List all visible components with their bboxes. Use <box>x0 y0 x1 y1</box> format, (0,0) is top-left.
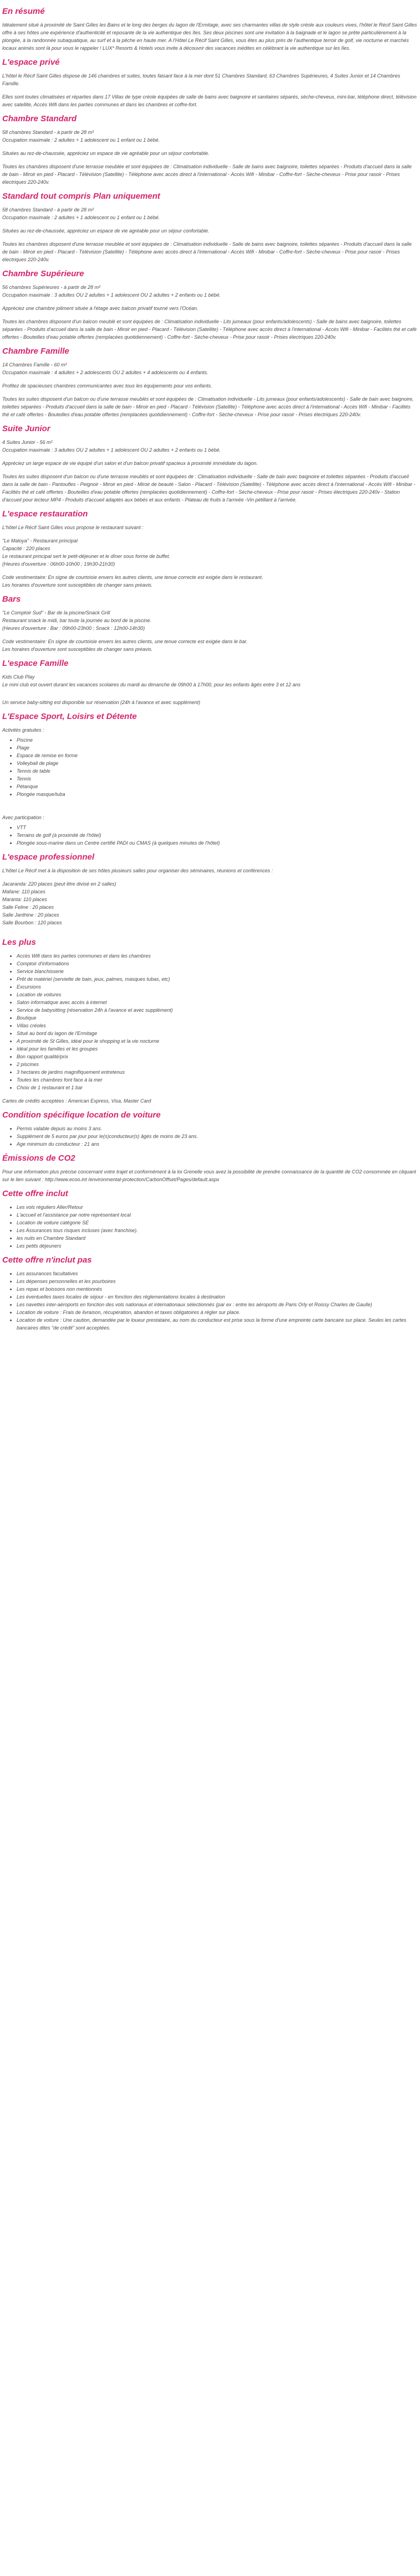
sport-title: L'Espace Sport, Loisirs et Détente <box>2 712 137 721</box>
location-item: • Permis valable depuis au moins 3 ans. <box>17 1125 418 1132</box>
standard-vue-occupancy: Occupation maximale : 2 adultes + 1 adolescent ou 1 enfant ou 1 bébé. <box>2 215 160 220</box>
plus-item: • Situé au bord du lagon de l'Ermitage <box>17 1030 418 1037</box>
restauration-intro: L'hôtel Le Récif Saint Gilles vous propose le restaurant suivant : <box>2 525 144 530</box>
ninclut-title: Cette offre n'inclut pas <box>2 1255 92 1265</box>
plus-item: • Accès Wifi dans les parties communes et dans les chambres <box>17 952 418 960</box>
suite-junior-size: 4 Suites Junior - 56 m² <box>2 439 53 445</box>
resume-title: En résumé <box>2 7 45 16</box>
meeting-room-item: Salle Bourbon : 120 places <box>2 920 62 925</box>
espace-prive-p1: L'hôtel le Récif Saint Gilles dispose de 146 chambres et suites, toutes faisant face à la mer dont 51 Chambres Standard, 63 Chambres Supérieures, 4 Suites Junior et 14 Chambres Famille. <box>2 73 401 86</box>
ninclut-list <box>2 1270 418 1332</box>
free-activities-list <box>2 736 418 798</box>
pro-intro: L'hôtel Le Récif met à la disposition de ses hôtes plusieurs salles pour organiser des séminaires, réunions et conférences : <box>2 868 273 873</box>
credit-cards: Cartes de crédits acceptées : American Express, Visa, Master Card <box>2 1098 151 1104</box>
restauration-notes <box>2 573 418 589</box>
kids-club-description: Le mini club est ouvert durant les vacances scolaires du mardi au dimanche de 09h00 à 17h00, pour les enfants âgés entre 3 et 12 ans <box>2 682 301 687</box>
plus-item: • 3 hectares de jardins magnifiquement entretenus <box>17 1068 418 1076</box>
suite-junior-p2: Toutes les suites disposent d'un balcon ou d'une terrasse meublés et sont équipées de : Climatisation individuelle - Salle de bain avec baignoire et toilettes séparées - Produits d'accueil dans la salle de bain - Pantoufles - Peignoir - Miroir en pied - Miroir de beauté - Salon - Placard - Télévision (Satellite) - Téléphone avec accès direct à l'international - Accès Wifi - Minibar - Facilités thé et café offertes - Bouteilles d'eau potable offertes (remplacées quotidiennement) - Coffre-fort - Sèche-cheveux - Prise pour rasoir - Prises électriques 220-240v - Station d'accueil pour lecteur MP4 - Produits d'accueil adaptés aux bébés et aux enfants - Plateau de fruits à l'arrivée -Vin pétillant à l'arrivée. <box>2 474 416 503</box>
plus-item: • Salon informatique avec accès à internet <box>17 999 418 1006</box>
plus-item: • 2 piscines <box>17 1061 418 1068</box>
chambre-superieure-p2: Toutes les chambres disposent d'un balcon meublé et sont équipées de : Climatisation individuelle - Lits jumeaux (pour enfants/adolescents) - Salle de bains avec baignoire, toilettes séparées - Produits d'accueil dans la salle de bain - Miroir en pied - Placard - Télévision (Satellite) - Téléphone avec accès direct à l'international - Accès Wifi - Minibar - Facilités thé et café offertes - Bouteilles d'eau potable offertes (remplacées quotidiennement) - Coffre-fort - Sèche-cheveux - Prise pour rasoir - Prises électriques 220-240v. <box>2 319 417 340</box>
inclut-item: • les nuits en Chambre Standard <box>17 1234 418 1242</box>
bar-name: "Le Comptoir Sud" - Bar de la piscine/Snack Grill <box>2 610 110 615</box>
chambre-standard-occupancy: Occupation maximale : 2 adultes + 1 adolescent ou 1 enfant ou 1 bébé. <box>2 137 160 143</box>
plus-item: • A proximité de St Gilles, idéal pour le shopping et la vie nocturne <box>17 1037 418 1045</box>
chambre-standard-size: 58 chambres Standard - à partir de 28 m² <box>2 130 94 135</box>
ninclut-item: • Les assurances facultatives <box>17 1270 418 1277</box>
ninclut-item: • Location de voiture : Frais de livraison, récupération, abandon et taxes obligatoires à régler sur place. <box>17 1308 418 1316</box>
bar-hours: (Heures d'ouverture : Bar : 09h00-23h00 ; Snack : 12h00-14h30) <box>2 625 145 631</box>
suite-junior-info <box>2 438 418 454</box>
chambre-standard-p2: Toutes les chambres disposent d'une terrasse meublée et sont équipées de : Climatisation individuelle - Salle de bains avec baignoire, toilettes séparées - Produits d'accueil dans la salle de bain - Miroir en pied - Placard - Télévision (Satellite) - Téléphone avec accès direct à l'international - Accès Wifi - Minibar - Coffre-fort - Sèche-cheveux - Prise pour rasoir - Prises électriques 220-240v. <box>2 164 412 185</box>
standard-vue-title: Standard tout compris Plan uniquement <box>2 192 161 201</box>
paid-activities-label: Avec participation : <box>2 815 44 820</box>
meeting-room-item: Jacaranda: 220 places (peut être divisé en 2 salles) <box>2 881 116 887</box>
restauration-title: L'espace restauration <box>2 509 88 519</box>
inclut-item: • Les Assurances tous risques incluses (avec franchise). <box>17 1227 418 1234</box>
chambre-standard-title: Chambre Standard <box>2 114 77 123</box>
bars-notes <box>2 638 418 653</box>
free-activity-item: • Tennis de table <box>17 767 418 775</box>
section-plus <box>2 938 418 1105</box>
section-restauration <box>2 509 418 589</box>
chambre-famille-occupancy: Occupation maximale : 4 adultes + 2 adolescents OU 2 adultes + 4 adolescents ou 4 enfants. <box>2 370 208 375</box>
section-location <box>2 1110 418 1148</box>
paid-activity-item: • Terrains de golf (à proximité de l'hôtel) <box>17 831 418 839</box>
inclut-item: • Location de voiture catégorie SE <box>17 1219 418 1227</box>
meeting-rooms-list <box>2 880 418 927</box>
chambre-famille-p1: Profitez de spacieuses chambres communicantes avec tous les équipements pour vos enfants. <box>2 383 212 389</box>
section-sport <box>2 712 418 847</box>
location-title: Condition spécifique location de voiture <box>2 1110 161 1120</box>
chambre-famille-title: Chambre Famille <box>2 346 69 356</box>
plus-list <box>2 952 418 1092</box>
bars-dress-code: Code vestimentaire: En signe de courtoisie envers les autres clients, une tenue correcte est exigée dans le bar. <box>2 639 248 644</box>
free-activity-item: • Plongée masque/tuba <box>17 790 418 798</box>
section-ninclut <box>2 1255 418 1332</box>
chambre-superieure-occupancy: Occupation maximale : 3 adultes OU 2 adultes + 1 adolescent OU 2 adultes + 2 enfants ou 1 bébé. <box>2 292 221 298</box>
co2-title: Émissions de CO2 <box>2 1153 75 1163</box>
section-resume <box>2 7 418 52</box>
section-suite-junior <box>2 424 418 504</box>
free-activity-item: • Espace de remise en forme <box>17 752 418 759</box>
inclut-title: Cette offre inclut <box>2 1189 68 1198</box>
paid-activities-list <box>2 824 418 847</box>
chambre-superieure-size: 56 chambres Supérieures - à partir de 28 m² <box>2 285 101 290</box>
suite-junior-p1: Appréciez un large espace de vie équipé d'un salon et d'un balcon privatif spacieux à proximité immédiate du lagon. <box>2 461 258 466</box>
free-activity-item: • Piscine <box>17 736 418 744</box>
suite-junior-title: Suite Junior <box>2 424 50 433</box>
inclut-item: • L'accueil et l'assistance par notre représentant local <box>17 1211 418 1219</box>
restaurant-name: "Le Maloya" - Restaurant principal <box>2 538 78 544</box>
chambre-famille-p2: Toutes les suites disposent d'un balcon ou d'une terrasse meublés et sont équipées de : Climatisation individuelle - Lits jumeaux (pour enfants/adolescents) - Salle de bain avec baignoire, toilettes séparées - Produits d'accueil dans la salle de bain - Miroir en pied - Placard - Télévision (Satellite) - Téléphone avec accès direct à l'international - Accès Wifi - Minibar - Facilités thé et café offertes - Bouteilles d'eau potable offertes (remplacées quotidiennement) - Coffre-fort - Sèche-cheveux - Prise pour rasoir - Prises électriques 220-240v. <box>2 396 414 417</box>
standard-vue-p2: Toutes les chambres disposent d'une terrasse meublée et sont équipées de : Climatisation individuelle - Salle de bains avec baignoire, toilettes séparées - Produits d'accueil dans la salle de bain - Miroir en pied - Placard - Télévision (Satellite) - Téléphone avec accès direct à l'international - Accès Wifi - Minibar - Coffre-fort - Sèche-cheveux - Prise pour rasoir - Prises électriques 220-240v. <box>2 241 412 262</box>
meeting-room-item: Mafane: 110 places <box>2 889 45 894</box>
ninclut-item: • Les repas et boissons non mentionnés <box>17 1285 418 1293</box>
restaurant-description: Le restaurant principal sert le petit-déjeuner et le dîner sous forme de buffet. <box>2 554 171 559</box>
location-item: • Age minimum du conducteur : 21 ans <box>17 1140 418 1148</box>
chambre-standard-info <box>2 128 418 144</box>
chambre-superieure-info <box>2 283 418 299</box>
famille-title: L'espace Famille <box>2 659 69 668</box>
plus-item: • Excursions <box>17 983 418 991</box>
free-activities-label: Activités gratuites : <box>2 727 44 733</box>
section-chambre-superieure <box>2 269 418 341</box>
chambre-famille-size: 14 Chambres Famille - 60 m² <box>2 362 67 368</box>
resume-text: Idéalement situé à proximité de Saint Gilles les Bains et le long des berges du lagon de l'Ermitage, avec ses charmantes villas de style créole aux couleurs vives, l'hôtel le Récif Saint Gilles offre à ses hôtes une expérience d'authenticité et reposante de la vie authentique des îles. Ses deux piscines sont une invitation à la baignade et le lagon se prête particulièrement à la plongée, à la randonnée subaquatique, au surf et à la pêche en haute mer. A l'Hôtel Le Récif Saint Gilles, vous êtes au plus près de l'authentique terroir de golf, vie nocturne et marchés locaux animés sont là pour vous le rappeler ! LUX* Resorts & Hotels vous invite à découvrir des vacances inédites en célébrant la vie authentique sur les îles. <box>2 22 417 51</box>
meeting-room-item: Salle Feline : 20 places <box>2 904 54 910</box>
inclut-item: • Les vols réguliers Aller/Retour <box>17 1203 418 1211</box>
bar-description: Restaurant snack le midi, bar toute la journée au bord de la piscine. <box>2 618 152 623</box>
inclut-item: • Les petits déjeuners <box>17 1242 418 1250</box>
restauration-dress-code: Code vestimentaire: En signe de courtoisie envers les autres clients, une tenue correcte est exigée dans le restaurant. <box>2 575 263 580</box>
free-activity-item: • Plage <box>17 744 418 752</box>
location-list <box>2 1125 418 1148</box>
kids-club <box>2 673 418 689</box>
free-activity-item: • Volleyball de plage <box>17 759 418 767</box>
plus-item: • Villas créoles <box>17 1022 418 1030</box>
restaurant-capacity: Capacité : 220 places <box>2 546 50 551</box>
section-chambre-standard <box>2 114 418 186</box>
section-pro <box>2 852 418 932</box>
section-standard-vue <box>2 192 418 263</box>
ninclut-item: • Location de voiture : Une caution, demandée par le loueur prestataire, au nom du conducteur est prise sous la forme d'une empreinte carte bancaire sur place. Seules les cartes bancaires dites "de crédit" sont acceptées. <box>17 1316 418 1332</box>
plus-item: • Boutique <box>17 1014 418 1022</box>
paid-activity-item: • VTT <box>17 824 418 831</box>
plus-item: • Prêt de matériel (serviette de bain, jeux, palmes, masques tubas, etc) <box>17 975 418 983</box>
plus-item: • Service blanchisserie <box>17 968 418 975</box>
chambre-superieure-p1: Appréciez une chambre joliment située à l'étage avec balcon privatif tourné vers l'Océan. <box>2 306 198 311</box>
restauration-hours-note: Les horaires d'ouverture sont susceptibles de changer sans préavis. <box>2 582 153 588</box>
chambre-famille-info <box>2 361 418 376</box>
plus-item: • Location de voitures <box>17 991 418 999</box>
ninclut-item: • Les éventuelles taxes locales de séjour - en fonction des réglementations locales à destination <box>17 1293 418 1301</box>
free-activity-item: • Tennis <box>17 775 418 783</box>
espace-prive-p2: Elles sont toutes climatisées et réparties dans 17 Villas de type créole équipées de salle de bains avec baignoire et sanitaires séparés, sèche-cheveux, mini-bar, téléphone direct, télévision avec satellite, Accès Wifi dans les parties communes et dans les chambres et coffre-fort. <box>2 94 417 107</box>
restaurant-hours: (Heures d'ouverture : 06h00-10h00 ; 19h30-21h30) <box>2 561 115 567</box>
paid-activity-item: • Plongée sous-marine dans un Centre certifié PADI ou CMAS (à quelques minutes de l'hôtel) <box>17 839 418 847</box>
ninclut-item: • Les navettes inter-aéroports en fonction des vols nationaux et internationaux sélectionnés (par ex : entre les aéroports de Paris Orly et Roissy Charles de Gaulle) <box>17 1301 418 1308</box>
standard-vue-size: 58 chambres Standard - à partir de 28 m² <box>2 207 94 213</box>
suite-junior-occupancy: Occupation maximale : 3 adultes OU 2 adultes + 1 adolescent OU 2 adultes + 2 enfants ou 1 bébé. <box>2 447 221 453</box>
plus-item: • Choix de 1 restaurant et 1 bar <box>17 1084 418 1092</box>
plus-item: • Bon rapport qualité/prix <box>17 1053 418 1061</box>
inclut-list <box>2 1203 418 1250</box>
plus-item: • Idéal pour les familles et les groupes <box>17 1045 418 1053</box>
co2-text: Pour une information plus précise concernant votre trajet et conformément à la loi Grenelle vous avez la possibilité de prendre connaissance de la quantité de CO2 consommée en cliquant sur le lien suivant : http://www.ecoo.int /environmental-protection/CarbonOffset/Pages/default.aspx <box>2 1169 416 1182</box>
meeting-room-item: Maranta: 110 places <box>2 897 47 902</box>
location-item: • Supplément de 5 euros par jour pour le(s)conducteur(s) âgés de moins de 23 ans. <box>17 1132 418 1140</box>
section-bars <box>2 594 418 653</box>
section-inclut <box>2 1189 418 1250</box>
ninclut-item: • Les dépenses personnelles et les pourboires <box>17 1277 418 1285</box>
kids-club-name: Kids Club Play <box>2 674 35 680</box>
plus-item: • Toutes les chambres font face à la mer <box>17 1076 418 1084</box>
bar-comptoir-sud <box>2 609 418 632</box>
section-co2 <box>2 1153 418 1183</box>
meeting-room-item: Salle Janthine : 20 places <box>2 912 59 918</box>
chambre-superieure-title: Chambre Supérieure <box>2 269 84 278</box>
bars-hours-note: Les horaires d'ouverture sont susceptibles de changer sans préavis. <box>2 646 153 652</box>
bars-title: Bars <box>2 594 21 604</box>
free-activity-item: • Pétanque <box>17 783 418 790</box>
chambre-standard-p1: Situées au rez-de-chaussée, appréciez un espace de vie agréable pour un séjour confortable. <box>2 151 209 156</box>
plus-item: • Service de babysitting (réservation 24h à l'avance et avec supplément) <box>17 1006 418 1014</box>
restaurant-maloya <box>2 537 418 568</box>
plus-item: • Comptoir d'informations <box>17 960 418 968</box>
espace-prive-title: L'espace privé <box>2 58 60 67</box>
standard-vue-info <box>2 206 418 221</box>
babysitting-note: Un service baby-sitting est disponible sur réservation (24h à l'avance et avec supplément) <box>2 700 201 705</box>
pro-title: L'espace professionnel <box>2 852 95 862</box>
section-chambre-famille <box>2 346 418 418</box>
section-espace-prive <box>2 58 418 108</box>
standard-vue-p1: Situées au rez-de-chaussée, appréciez un espace de vie agréable pour un séjour confortable. <box>2 228 209 234</box>
plus-title: Les plus <box>2 938 36 947</box>
section-famille <box>2 659 418 706</box>
